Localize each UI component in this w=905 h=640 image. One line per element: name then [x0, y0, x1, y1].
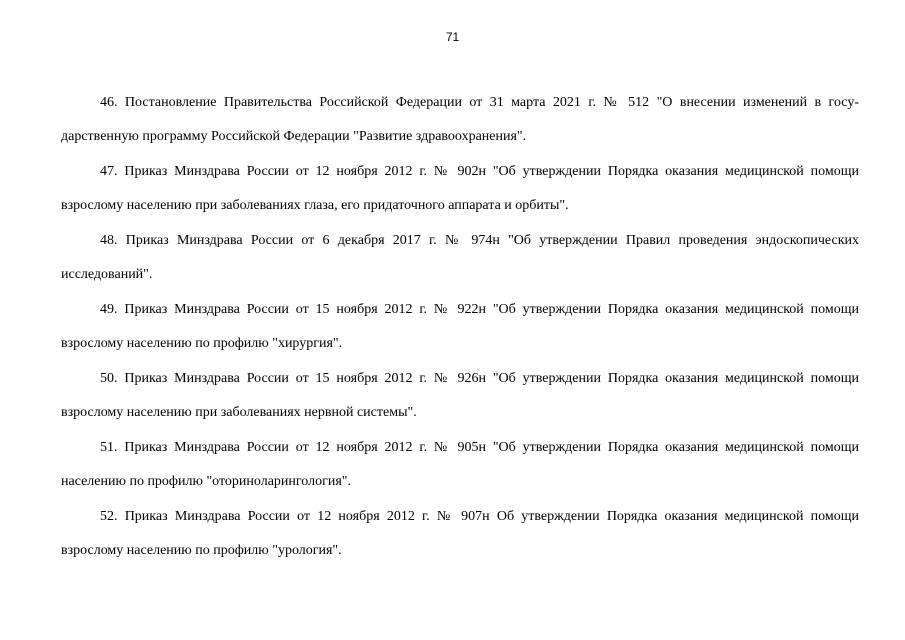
reference-49-line-1: 49. Приказ Минздрава России от 15 ноября 2012 г. № 922н "Об утверждении Порядка оказания медицинской помощи: [100, 302, 859, 317]
reference-item-48: [61, 224, 859, 293]
reference-51-line-2: населению по профилю "оториноларингология".: [61, 474, 351, 489]
reference-52-line-1: 52. Приказ Минздрава России от 12 ноября 2012 г. № 907н Об утверждении Порядка оказания медицинской помощи: [100, 509, 859, 524]
reference-item-46: [61, 86, 859, 155]
reference-48-line-1: 48. Приказ Минздрава России от 6 декабря 2017 г. № 974н "Об утверждении Правил проведения эндоскопических: [100, 233, 859, 248]
reference-item-52: [61, 500, 859, 569]
reference-47-line-1: 47. Приказ Минздрава России от 12 ноября 2012 г. № 902н "Об утверждении Порядка оказания медицинской помощи: [100, 164, 859, 179]
reference-49-line-2: взрослому населению по профилю "хирургия".: [61, 336, 343, 351]
reference-item-47: [61, 155, 859, 224]
reference-51-line-1: 51. Приказ Минздрава России от 12 ноября 2012 г. № 905н "Об утверждении Порядка оказания медицинской помощи: [100, 440, 859, 455]
page-number: 71: [445, 30, 460, 44]
reference-46-line-1: 46. Постановление Правительства Российской Федерации от 31 марта 2021 г. № 512 "О внесении изменений в госу-: [100, 95, 859, 110]
reference-50-line-1: 50. Приказ Минздрава России от 15 ноября 2012 г. № 926н "Об утверждении Порядка оказания медицинской помощи: [100, 371, 859, 386]
reference-list: [61, 86, 859, 569]
reference-50-line-2: взрослому населению при заболеваниях нервной системы".: [61, 405, 417, 420]
reference-48-line-2: исследований".: [61, 267, 153, 282]
reference-46-line-2: дарственную программу Российской Федерации "Развитие здравоохранения".: [61, 129, 527, 144]
reference-item-51: [61, 431, 859, 500]
reference-item-50: [61, 362, 859, 431]
reference-item-49: [61, 293, 859, 362]
reference-52-line-2: взрослому населению по профилю "урология".: [61, 543, 342, 558]
reference-47-line-2: взрослому населению при заболеваниях глаза, его придаточного аппарата и орбиты".: [61, 198, 569, 213]
